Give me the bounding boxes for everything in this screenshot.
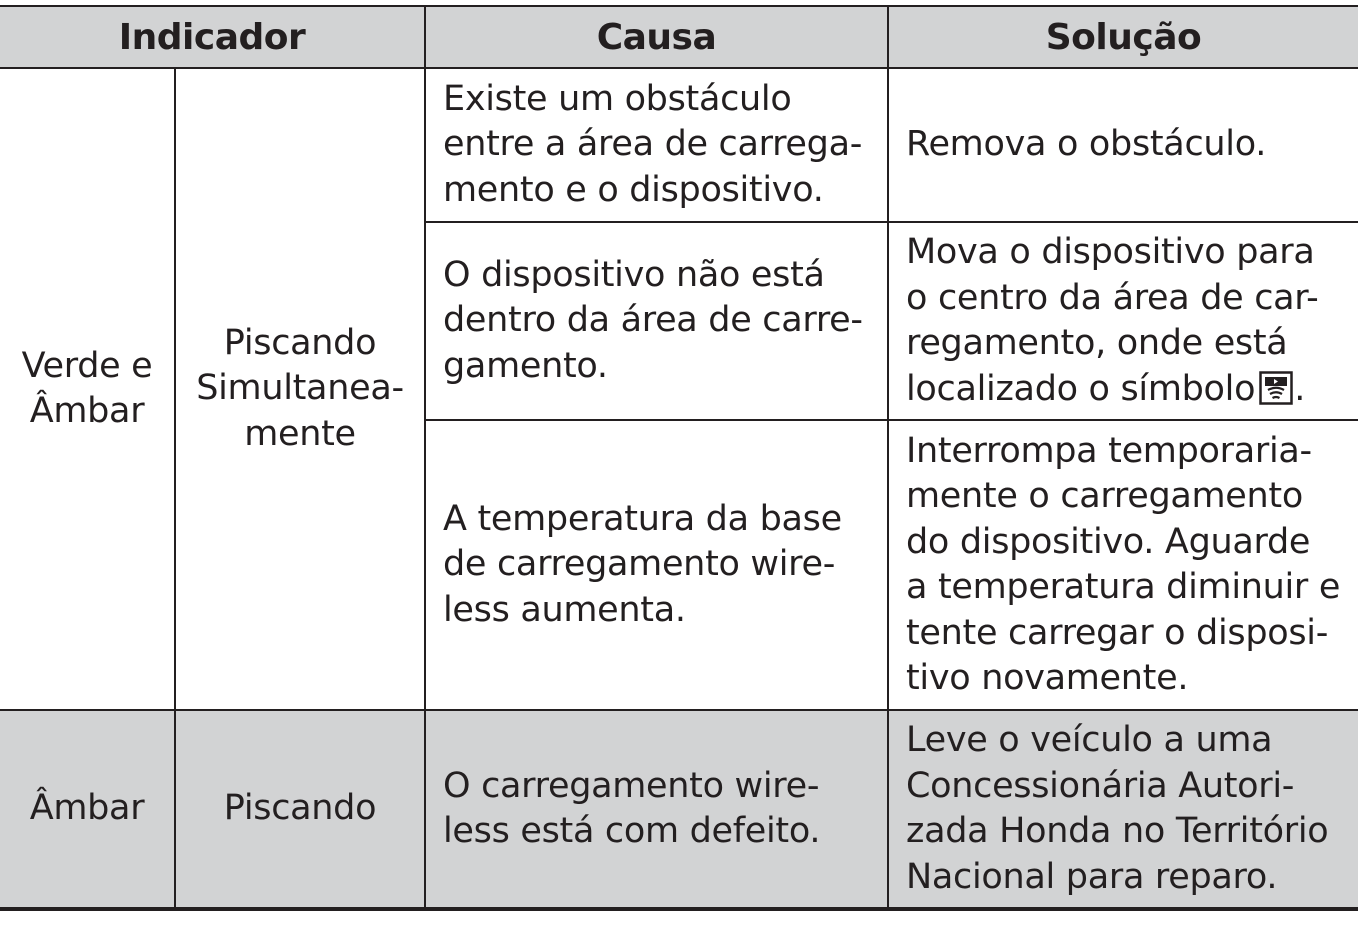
cause-cell: A temperatura da base de carregamento wire- less aumenta. xyxy=(425,420,888,710)
indicator-state-cell: Piscando Simultanea- mente xyxy=(175,68,425,710)
header-causa: Causa xyxy=(425,6,888,68)
header-indicador: Indicador xyxy=(0,6,425,68)
cause-cell: Existe um obstáculo entre a área de carrega- mento e o dispositivo. xyxy=(425,68,888,222)
table-row xyxy=(0,710,1358,909)
solution-cell: Leve o veículo a uma Concessionária Autori- zada Honda no Território Nacional para reparo. xyxy=(888,710,1358,909)
troubleshooting-table xyxy=(0,5,1358,911)
solution-cell: Interrompa temporaria- mente o carregamento do dispositivo. Aguarde a temperatura diminuir e tente carregar o disposi- tivo novamente. xyxy=(888,420,1358,710)
wireless-charging-icon xyxy=(1259,371,1293,405)
header-row xyxy=(0,6,1358,68)
solution-line-with-symbol: localizado o símbolo . xyxy=(906,368,1306,409)
solution-cell: Remova o obstáculo. xyxy=(888,68,1358,222)
indicator-color-cell: Verde e Âmbar xyxy=(0,68,175,710)
solution-cell: Mova o dispositivo para o centro da área de car- regamento, onde está localizado o símbolo . xyxy=(888,222,1358,420)
header-solucao: Solução xyxy=(888,6,1358,68)
cause-cell: O dispositivo não está dentro da área de carre- gamento. xyxy=(425,222,888,420)
indicator-color-cell: Âmbar xyxy=(0,710,175,909)
table-row xyxy=(0,68,1358,222)
indicator-state-cell: Piscando xyxy=(175,710,425,909)
cause-cell: O carregamento wire- less está com defeito. xyxy=(425,710,888,909)
